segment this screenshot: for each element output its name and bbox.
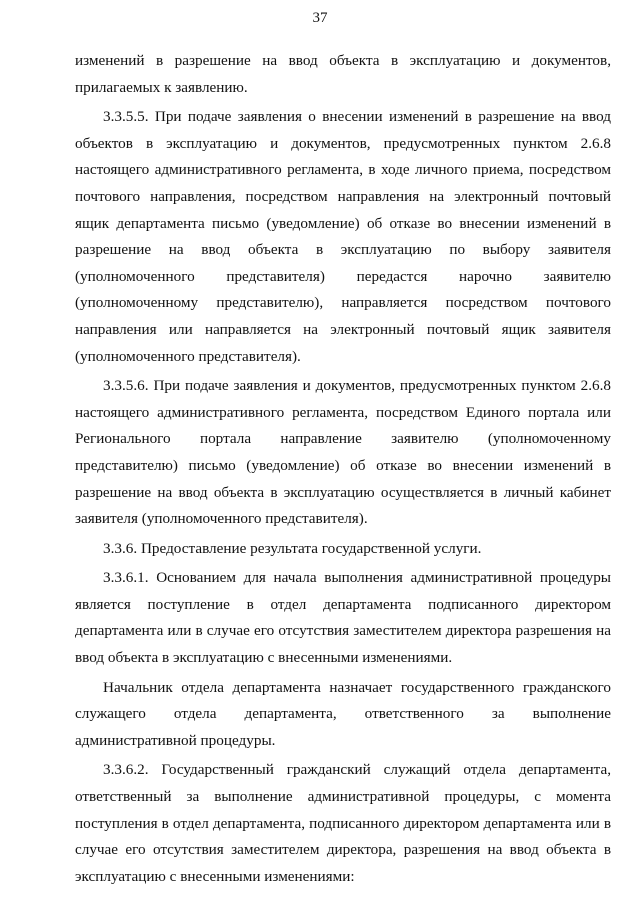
page-number: 37: [312, 10, 328, 26]
paragraph-3-3-5-5: 3.3.5.5. При подаче заявления о внесении изменений в разрешение на ввод объектов в эксплуатацию и документов, предусмотренных пунктом 2.6.8 настоящего административного регламента, в ходе личного приема, посредством почтового направления, посредством направления на электронный почтовый ящик департамента письмо (уведомление) об отказе во внесении изменений в разрешение на ввод объекта в эксплуатацию по выбору заявителя (уполномоченного представителя) передастся нарочно заявителю (уполномоченному представителю), направляется посредством почтового направления или направляется на электронный почтовый ящик заявителя (уполномоченного представителя).: [75, 108, 611, 365]
paragraph-continuation: изменений в разрешение на ввод объекта в эксплуатацию и документов, прилагаемых к заявлению.: [75, 52, 611, 96]
paragraph-3-3-6-1: 3.3.6.1. Основанием для начала выполнения административной процедуры является поступление в отдел департамента подписанного директором департамента или в случае его отсутствия заместителем директора разрешения на ввод объекта в эксплуатацию с внесенными изменениями.: [75, 569, 611, 667]
paragraph-3-3-6-heading: 3.3.6. Предоставление результата государственной услуги.: [103, 539, 482, 557]
paragraph-3-3-6-2: 3.3.6.2. Государственный гражданский служащий отдела департамента, ответственный за выполнение административной процедуры, с момента поступления в отдел департамента, подписанного директором департамента или в случае его отсутствия заместителем директора, разрешения на ввод объекта в эксплуатацию с внесенными изменениями:: [75, 761, 611, 885]
paragraph-3-3-5-6: 3.3.5.6. При подаче заявления и документов, предусмотренных пунктом 2.6.8 настоящего административного регламента, посредством Единого портала или Регионального портала направление заявителю (уполномоченному представителю) письмо (уведомление) об отказе во внесении изменений в разрешение на ввод объекта в эксплуатацию осуществляется в личный кабинет заявителя (уполномоченного представителя).: [75, 377, 611, 528]
paragraph-department-head: Начальник отдела департамента назначает государственного гражданского служащего отдела департамента, ответственного за выполнение административной процедуры.: [75, 678, 611, 749]
document-body: [75, 48, 611, 890]
